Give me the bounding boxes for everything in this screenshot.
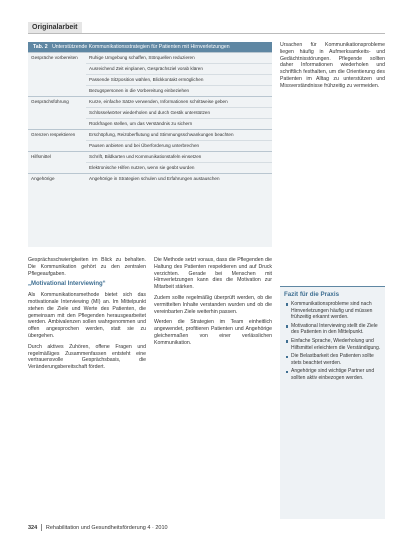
table-cell: Bezugspersonen in die Vorbereitung einbeziehen xyxy=(86,85,272,96)
fazit-heading: Fazit für die Praxis xyxy=(284,291,340,298)
table-cell: Passende Sitzposition wählen, Blickkontakt ermöglichen xyxy=(86,74,272,85)
fazit-item: Motivational Interviewing stellt die Ziele des Patienten in den Mittelpunkt. xyxy=(286,323,381,336)
fazit-item: Die Belastbarkeit des Patienten sollte stets beachtet werden. xyxy=(286,353,381,366)
section-tag: Originalarbeit xyxy=(28,22,82,33)
col2-paragraph-1: Die Methode setzt voraus, dass die Pflegenden die Haltung des Patienten respektieren und auf Druck verzichten. Gerade bei Menschen mit Hirnverletzungen kann dies die Motivation zur Mitarbeit stärken. xyxy=(154,257,272,291)
col1-paragraph-1: Als Kommunikationsmethode bietet sich das motivationale Interviewing (MI) an. Im Mittelpunkt stehen die Ziele und Werte des Patienten, die gemeinsam mit den Pflegenden herausgearbeitet werden. Ambivalenzen sollen wahrgenommen und offen angesprochen werden, statt sie zu übergehen. xyxy=(28,292,146,339)
table-section-items xyxy=(86,152,272,173)
table-cell: Angehörige in Strategien schulen und Erfahrungen austauschen xyxy=(89,176,220,181)
table-cell: Pausen anbieten und bei Überforderung unterbrechen xyxy=(86,140,272,151)
text-column-2 xyxy=(154,257,272,351)
fazit-item: Angehörige sind wichtige Partner und sollten aktiv einbezogen werden. xyxy=(286,368,381,381)
footer-separator xyxy=(41,524,42,531)
table-section-heading: Angehörige xyxy=(31,176,55,181)
table-cell: Elektronische Hilfen nutzen, wenn sie geübt wurden xyxy=(86,162,272,173)
table-section-heading: Gesprächsführung xyxy=(31,99,69,104)
table-caption-label: Tab. 2 xyxy=(33,44,48,50)
table-section xyxy=(28,151,272,173)
journal-name: Rehabilitation und Gesundheitsförderung 4 · 2010 xyxy=(45,525,168,531)
table-section-items xyxy=(86,97,272,129)
table-section xyxy=(28,96,272,129)
table-section-items xyxy=(86,53,272,96)
page-footer xyxy=(28,524,168,532)
table-section-items xyxy=(86,174,272,184)
fazit-item: Einfache Sprache, Wiederholung und Hilfsmittel erleichtern die Verständigung. xyxy=(286,338,381,351)
strategy-table xyxy=(28,42,272,247)
table-cell: Ruhige Umgebung schaffen, Störquellen reduzieren xyxy=(89,55,195,60)
table-cell: Schlüsselwörter wiederholen und durch Gestik unterstützen xyxy=(86,107,272,118)
table-cell: Ausreichend Zeit einplanen, Gesprächsziel vorab klären xyxy=(86,63,272,74)
table-cell: Schrift, Bildkarten und Kommunikationstafeln einsetzen xyxy=(89,154,202,159)
col1-paragraph-2: Durch aktives Zuhören, offene Fragen und regelmäßiges Zusammenfassen entsteht eine vertrauensvolle Gesprächsbasis, die Veränderungsbereitschaft fördert. xyxy=(28,343,146,371)
fazit-box xyxy=(280,286,385,519)
text-column-1 xyxy=(28,257,146,375)
col1-intro: Gesprächsschwierigkeiten im Blick zu behalten. Die Kommunikation gehört zu den zentralen Pflegeaufgaben. xyxy=(28,257,146,277)
table-section-heading: Gespräche vorbereiten xyxy=(31,55,78,60)
table-section-heading: Hilfsmittel xyxy=(31,154,51,159)
table-cell: Erschöpfung, Reizüberflutung und Stimmungsschwankungen beachten xyxy=(89,132,234,137)
page-number: 324 xyxy=(28,525,38,531)
table-section-items xyxy=(86,130,272,151)
table-section xyxy=(28,129,272,151)
table-caption xyxy=(28,42,272,52)
fazit-item: Kommunikationsprobleme sind nach Hirnverletzungen häufig und müssen frühzeitig erkannt werden. xyxy=(286,301,381,321)
table-section xyxy=(28,52,272,96)
col2-paragraph-3: Werden die Strategien im Team einheitlich angewendet, profitieren Patienten und Angehörige gleichermaßen von einer verlässlichen Kommunikation. xyxy=(154,319,272,346)
text-column-3 xyxy=(280,42,385,94)
table-cell: Rückfragen stellen, um das Verständnis zu sichern xyxy=(86,118,272,129)
table-cell: Kurze, einfache Sätze verwenden, Informationen schrittweise geben xyxy=(89,99,228,104)
col2-paragraph-2: Zudem sollte regelmäßig überprüft werden, ob die vermittelten Inhalte verstanden wurden und ob die vereinbarten Ziele weiterhin passen. xyxy=(154,294,272,315)
header-rule xyxy=(28,33,385,34)
subheading-motivational-interviewing: „Motivational Interviewing“ xyxy=(28,281,106,288)
table-section xyxy=(28,173,272,184)
table-caption-text: Unterstützende Kommunikationsstrategien für Patienten mit Hirnverletzungen xyxy=(52,44,230,50)
table-body xyxy=(28,52,272,184)
fazit-list xyxy=(280,301,385,382)
table-section-heading: Grenzen respektieren xyxy=(31,132,76,137)
col3-paragraph-1: Ursachen für Kommunikationsprobleme liegen häufig in Aufmerksamkeits- und Gedächtnisstörungen. Pflegende sollten daher Informationen wiederholen und schriftlich festhalten, um die Orientierung des Patienten im Alltag zu unterstützen und Missverständnisse frühzeitig zu vermeiden. xyxy=(280,42,385,89)
